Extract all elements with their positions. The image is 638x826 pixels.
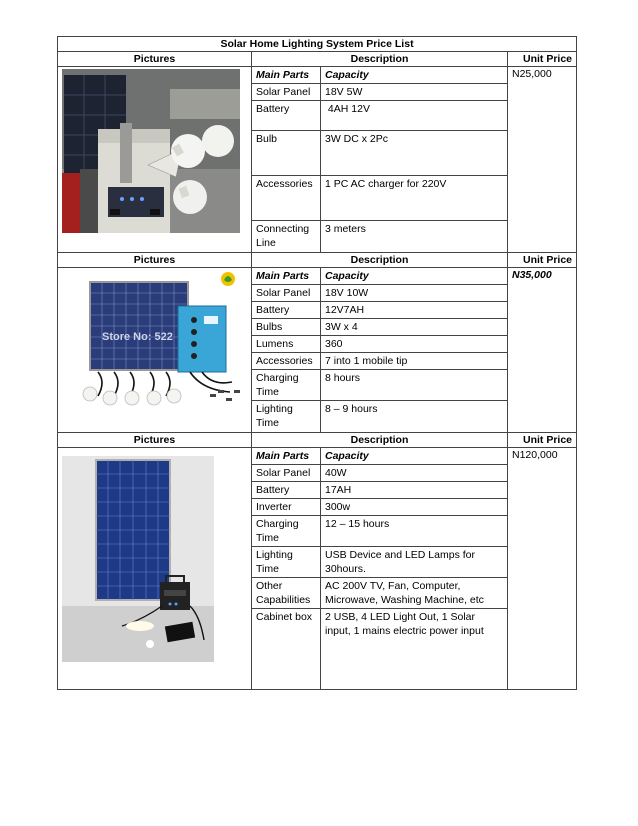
unit-price-header: Unit Price xyxy=(508,252,577,267)
product-row-2 xyxy=(58,267,577,433)
spec-value: 2 USB, 4 LED Light Out, 1 Solar input, 1 mains electric power input xyxy=(321,609,508,689)
spec-value: 8 – 9 hours xyxy=(321,400,508,432)
capacity-label: Capacity xyxy=(321,268,508,285)
product-1-price: N25,000 xyxy=(508,67,577,253)
spec-value: 12V7AH xyxy=(321,301,508,318)
product-2-price: N35,000 xyxy=(508,267,577,433)
unit-price-header: Unit Price xyxy=(508,52,577,67)
spec-part: Bulb xyxy=(252,131,321,176)
main-parts-label: Main Parts xyxy=(252,448,321,465)
capacity-label: Capacity xyxy=(321,67,508,84)
product-3-photo xyxy=(62,456,214,662)
description-header: Description xyxy=(252,433,508,448)
product-3-spec-table xyxy=(252,448,507,689)
spec-value: 18V 5W xyxy=(321,84,508,101)
product-1-spec-table xyxy=(252,67,507,252)
main-parts-label: Main Parts xyxy=(252,67,321,84)
spec-part: Battery xyxy=(252,482,321,499)
spec-value: 4AH 12V xyxy=(321,101,508,131)
spec-part: Charging Time xyxy=(252,516,321,547)
product-2-picture-cell xyxy=(58,267,252,433)
section-header xyxy=(58,252,577,267)
spec-value: 3 meters xyxy=(321,221,508,252)
spec-value: 18V 10W xyxy=(321,284,508,301)
leaf-logo-icon xyxy=(221,272,235,286)
spec-part: Inverter xyxy=(252,499,321,516)
pictures-header: Pictures xyxy=(58,252,252,267)
product-2-photo xyxy=(62,270,246,410)
product-1-picture-cell xyxy=(58,67,252,253)
spec-value: 1 PC AC charger for 220V xyxy=(321,176,508,221)
spec-value: 8 hours xyxy=(321,369,508,400)
spec-value: AC 200V TV, Fan, Computer, Microwave, Washing Machine, etc xyxy=(321,578,508,609)
spec-value: 40W xyxy=(321,465,508,482)
description-header: Description xyxy=(252,252,508,267)
product-3-description xyxy=(252,448,508,690)
spec-value: 3W x 4 xyxy=(321,318,508,335)
product-2-description xyxy=(252,267,508,433)
spec-part: Lighting Time xyxy=(252,547,321,578)
product-3-picture-cell xyxy=(58,448,252,690)
spec-part: Battery xyxy=(252,101,321,131)
spec-part: Solar Panel xyxy=(252,84,321,101)
product-row-1 xyxy=(58,67,577,253)
pictures-header: Pictures xyxy=(58,52,252,67)
product-1-description xyxy=(252,67,508,253)
spec-part: Connecting Line xyxy=(252,221,321,252)
spec-part: Accessories xyxy=(252,176,321,221)
section-header xyxy=(58,52,577,67)
document-title: Solar Home Lighting System Price List xyxy=(58,37,577,52)
store-watermark: Store No: 522 xyxy=(102,330,173,343)
product-1-photo xyxy=(62,69,240,233)
section-header xyxy=(58,433,577,448)
spec-value: 17AH xyxy=(321,482,508,499)
spec-part: Solar Panel xyxy=(252,465,321,482)
spec-value: 12 – 15 hours xyxy=(321,516,508,547)
spec-value: 360 xyxy=(321,335,508,352)
product-3-price: N120,000 xyxy=(508,448,577,690)
product-row-3 xyxy=(58,448,577,690)
spec-value: 300w xyxy=(321,499,508,516)
spec-value: 7 into 1 mobile tip xyxy=(321,352,508,369)
product-2-spec-table xyxy=(252,268,507,433)
price-list-sheet xyxy=(57,36,576,690)
spec-part: Lumens xyxy=(252,335,321,352)
unit-price-header: Unit Price xyxy=(508,433,577,448)
spec-part: Accessories xyxy=(252,352,321,369)
main-parts-label: Main Parts xyxy=(252,268,321,285)
price-list-table xyxy=(57,36,577,690)
spec-part: Battery xyxy=(252,301,321,318)
spec-part: Other Capabilities xyxy=(252,578,321,609)
pictures-header: Pictures xyxy=(58,433,252,448)
spec-part: Cabinet box xyxy=(252,609,321,689)
capacity-label: Capacity xyxy=(321,448,508,465)
description-header: Description xyxy=(252,52,508,67)
spec-part: Lighting Time xyxy=(252,400,321,432)
spec-value: 3W DC x 2Pc xyxy=(321,131,508,176)
spec-part: Bulbs xyxy=(252,318,321,335)
spec-part: Solar Panel xyxy=(252,284,321,301)
spec-part: Charging Time xyxy=(252,369,321,400)
spec-value: USB Device and LED Lamps for 30hours. xyxy=(321,547,508,578)
